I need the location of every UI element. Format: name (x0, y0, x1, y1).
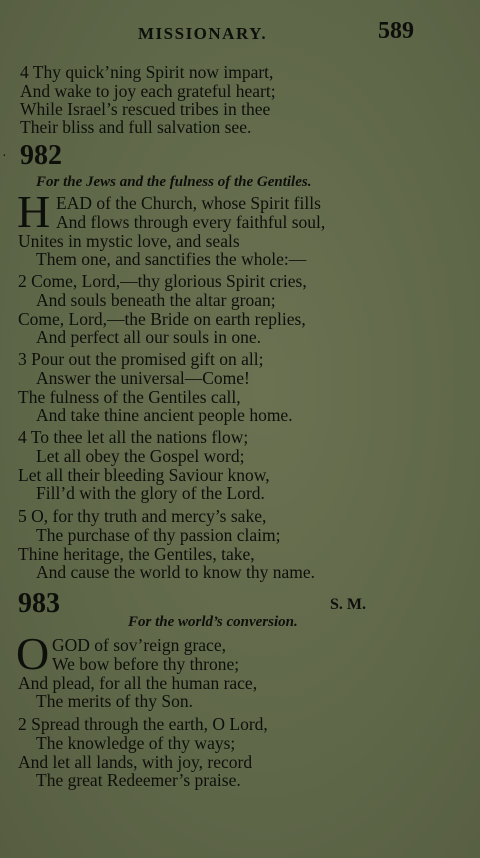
verse-line: Let all obey the Gospel word; (36, 446, 245, 466)
verse-line: The great Redeemer’s praise. (36, 770, 241, 790)
verse-line: Their bliss and full salvation see. (20, 117, 252, 137)
hymn-subtitle: For the world’s conversion. (128, 614, 298, 630)
hymn-meter: S. M. (330, 596, 366, 613)
running-header (0, 18, 480, 48)
running-title: MISSIONARY. (138, 24, 268, 43)
verse-line: Unites in mystic love, and seals (18, 231, 240, 251)
verse-line: 5 O, for thy truth and mercy’s sake, (18, 506, 267, 526)
page-number: 589 (378, 18, 414, 44)
verse-line: Thine heritage, the Gentiles, take, (18, 544, 255, 564)
verse-line: We bow before thy throne; (52, 654, 240, 674)
verse-line: And let all lands, with joy, record (18, 752, 253, 772)
drop-cap: O (16, 628, 50, 679)
verse-line: Fill’d with the glory of the Lord. (36, 483, 265, 503)
verse-line: And perfect all our souls in one. (36, 327, 262, 347)
verse-line: The merits of thy Son. (36, 691, 193, 711)
verse-line: GOD of sov’reign grace, (52, 635, 226, 655)
verse-line: The knowledge of thy ways; (36, 733, 236, 753)
verse-line: And wake to joy each grateful heart; (20, 81, 276, 101)
verse-line: And plead, for all the human race, (18, 673, 258, 693)
verse-line: And cause the world to know thy name. (36, 562, 315, 582)
verse-line: 3 Pour out the promised gift on all; (18, 349, 264, 369)
verse-line: Come, Lord,—the Bride on earth replies, (18, 309, 306, 329)
verse-line: Them one, and sanctifies the whole:— (36, 249, 307, 269)
verse-line: The fulness of the Gentiles call, (18, 387, 241, 407)
hymn-number: 982 (20, 140, 62, 171)
verse-line: 4 To thee let all the nations flow; (18, 427, 249, 447)
hymn-number: 983 (18, 588, 60, 619)
verse-line: 2 Come, Lord,—thy glorious Spirit cries, (18, 271, 307, 291)
verse-line: The purchase of thy passion claim; (36, 525, 281, 545)
hymn-subtitle: For the Jews and the fulness of the Gentiles. (36, 174, 312, 190)
verse-line: Answer the universal—Come! (36, 368, 250, 388)
verse-line: And take thine ancient people home. (36, 405, 293, 425)
drop-cap: H (17, 186, 51, 237)
verse-line: Let all their bleeding Saviour know, (18, 465, 270, 485)
verse-line: 4 Thy quick’ning Spirit now impart, (20, 62, 274, 82)
verse-line: EAD of the Church, whose Spirit fills (56, 193, 321, 213)
verse-line: And flows through every faithful soul, (56, 212, 326, 232)
verse-line: While Israel’s rescued tribes in thee (20, 99, 271, 119)
verse-line: 2 Spread through the earth, O Lord, (18, 714, 268, 734)
verse-line: And souls beneath the altar groan; (36, 290, 276, 310)
margin-mark: · (2, 149, 7, 164)
